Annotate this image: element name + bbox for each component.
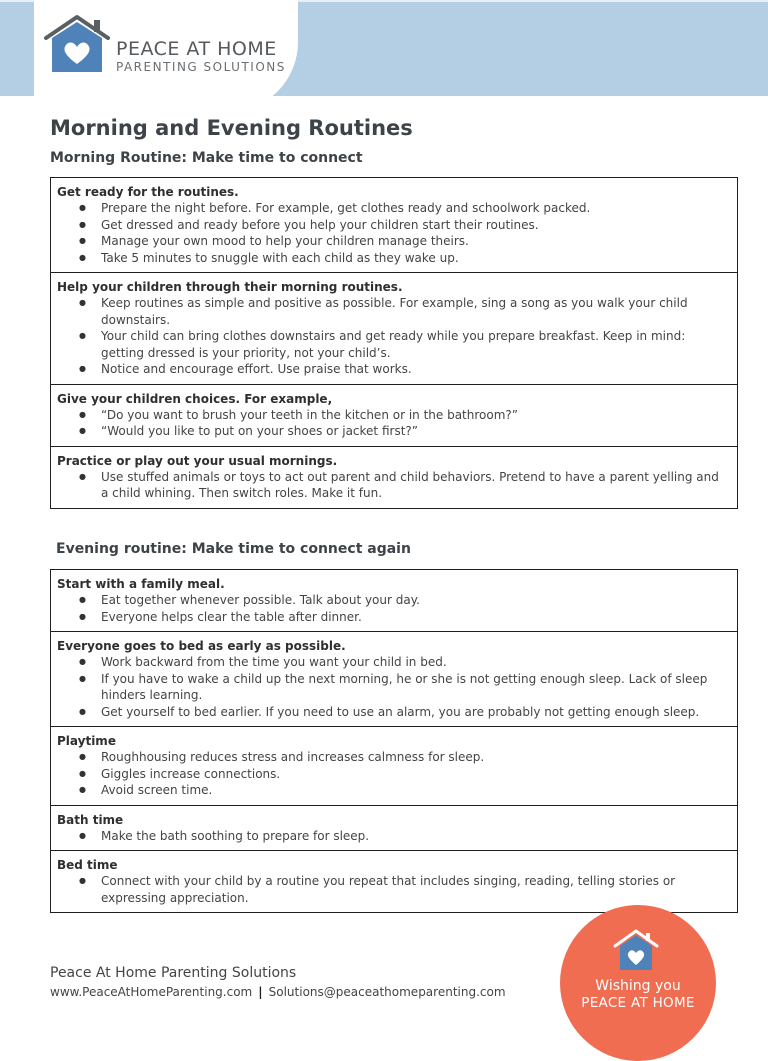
bullet-list: [57, 828, 729, 845]
bullet-list: [57, 654, 729, 720]
list-item: ● “Do you want to brush your teeth in the kitchen or in the bathroom?”: [101, 407, 729, 424]
list-item: ● Prepare the night before. For example, get clothes ready and schoolwork packed.: [101, 200, 729, 217]
routine-row: [51, 726, 737, 805]
page-title: Morning and Evening Routines: [50, 116, 413, 140]
list-item: ● Manage your own mood to help your children manage theirs.: [101, 233, 729, 250]
evening-heading: Evening routine: Make time to connect again: [56, 541, 411, 557]
list-item: ● Get yourself to bed earlier. If you need to use an alarm, you are probably not getting enough sleep.: [101, 704, 729, 721]
routine-row: [51, 446, 737, 508]
list-item: ● “Would you like to put on your shoes or jacket first?”: [101, 423, 729, 440]
row-title: Give your children choices. For example,: [57, 391, 333, 406]
evening-routine-table: [50, 569, 738, 913]
morning-routine-table: [50, 177, 738, 509]
row-title: Help your children through their morning routines.: [57, 280, 403, 294]
list-item: ● If you have to wake a child up the next morning, he or she is not getting enough sleep. Lack of sleep hinders learning.: [101, 671, 729, 704]
list-item: ● Make the bath soothing to prepare for sleep.: [101, 828, 729, 845]
row-title: Start with a family meal.: [57, 577, 225, 591]
email-link[interactable]: Solutions@peaceathomeparenting.com: [268, 985, 506, 999]
list-item: ● Giggles increase connections.: [101, 766, 729, 783]
list-item: ● Work backward from the time you want your child in bed.: [101, 654, 729, 671]
row-title: Everyone goes to bed as early as possible.: [57, 639, 346, 653]
list-item: ● Get dressed and ready before you help your children start their routines.: [101, 217, 729, 234]
list-item: ● Use stuffed animals or toys to act out parent and child behaviors. Pretend to have a parent yelling and a child whining. Then switch roles. Make it fun.: [101, 469, 729, 502]
house-heart-logo-icon: [42, 14, 112, 76]
bullet-list: [57, 469, 729, 502]
list-item: ● Your child can bring clothes downstairs and get ready while you prepare breakfast. Keep in mind: getting dressed is your priority, not your child’s.: [101, 328, 729, 361]
routine-row: [51, 272, 737, 384]
bullet-list: [57, 873, 729, 906]
bullet-list: [57, 749, 729, 799]
bullet-list: [57, 200, 729, 266]
list-item: ● Connect with your child by a routine you repeat that includes singing, reading, telling stories or expressing appreciation.: [101, 873, 729, 906]
house-heart-icon: [612, 928, 660, 972]
row-title: Bed time: [57, 858, 118, 872]
list-item: ● Notice and encourage effort. Use praise that works.: [101, 361, 729, 378]
bullet-list: [57, 592, 729, 625]
list-item: ● Avoid screen time.: [101, 782, 729, 799]
footer-separator: |: [258, 985, 263, 999]
website-link[interactable]: www.PeaceAtHomeParenting.com: [50, 985, 253, 999]
row-title: Practice or play out your usual mornings.: [57, 453, 338, 468]
badge-line-1: Wishing you: [595, 978, 681, 994]
routine-row: [51, 805, 737, 851]
routine-row: [51, 631, 737, 726]
routine-row: [51, 850, 737, 912]
list-item: ● Keep routines as simple and positive as possible. For example, sing a song as you walk your child downstairs.: [101, 295, 729, 328]
row-title: Get ready for the routines.: [57, 185, 239, 199]
list-item: ● Eat together whenever possible. Talk about your day.: [101, 592, 729, 609]
list-item: ● Take 5 minutes to snuggle with each child as they wake up.: [101, 250, 729, 267]
row-title: Bath time: [57, 812, 124, 827]
morning-heading: Morning Routine: Make time to connect: [50, 150, 363, 166]
bullet-list: [57, 295, 729, 378]
footer-contact: [50, 985, 506, 999]
bullet-list: [57, 407, 729, 440]
badge-line-2: PEACE AT HOME: [581, 995, 695, 1011]
row-title: Playtime: [57, 734, 116, 748]
routine-row: [51, 384, 737, 446]
brand-subtitle: PARENTING SOLUTIONS: [116, 60, 286, 74]
routine-row: [51, 178, 737, 272]
brand-name: PEACE AT HOME: [116, 38, 277, 60]
footer-name: Peace At Home Parenting Solutions: [50, 965, 297, 981]
list-item: ● Roughhousing reduces stress and increases calmness for sleep.: [101, 749, 729, 766]
routine-row: [51, 570, 737, 631]
list-item: ● Everyone helps clear the table after dinner.: [101, 609, 729, 626]
